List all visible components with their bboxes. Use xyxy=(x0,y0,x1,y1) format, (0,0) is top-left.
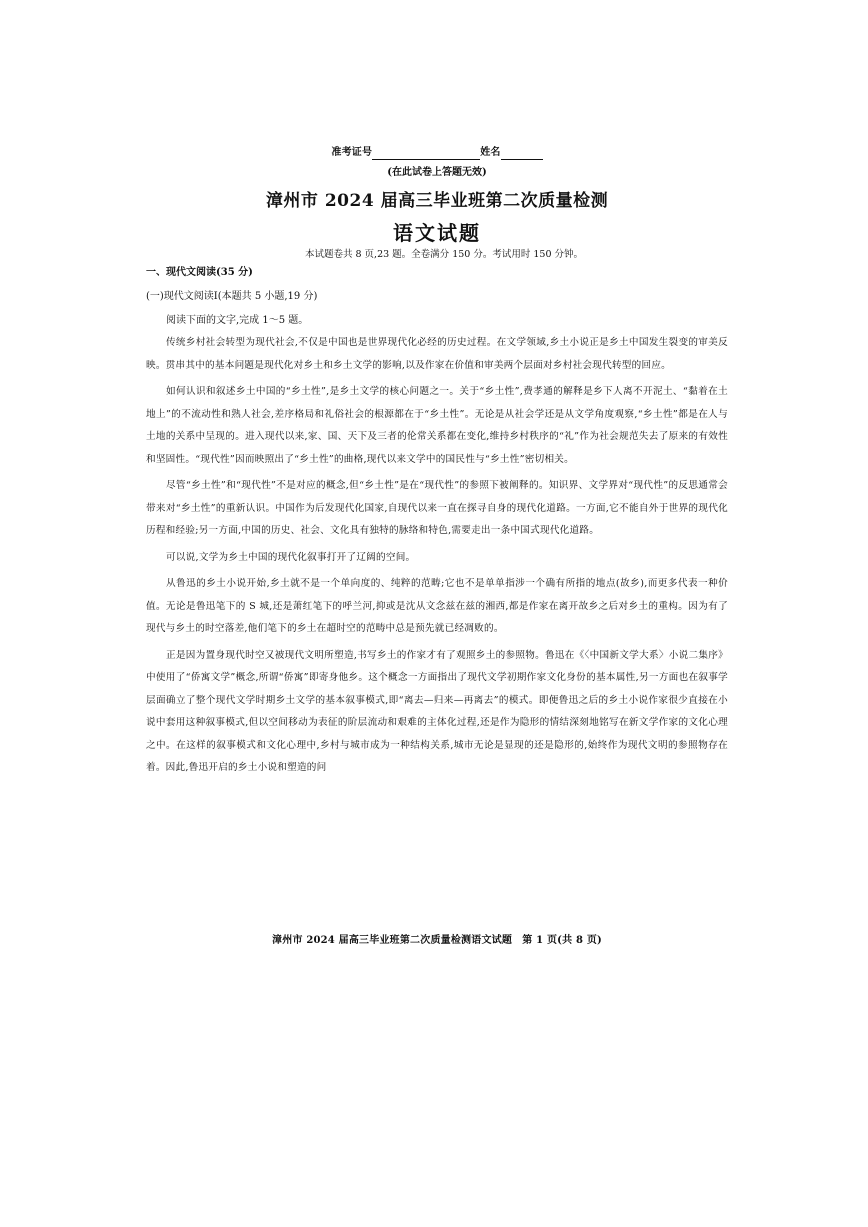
paragraph: 正是因为置身现代时空又被现代文明所塑造,书写乡土的作家才有了观照乡土的参照物。鲁迅在《〈中国新文学大系〉小说二集序》中使用了“侨寓文学”概念,所谓“侨寓”即寄身他乡。这个概念一方面指出了现代文学初期作家文化身份的基本属性,另一方面也在叙事学层面确立了整个现代文学时期乡土文学的基本叙事模式,即“离去—归来—再离去”的模式。即便鲁迅之后的乡土小说作家很少直接在小说中套用这种叙事模式,但以空间移动为表征的阶层流动和艰难的主体化过程,还是作为隐形的情结深刻地铭写在新文学作家的文化心理之中。在这样的叙事模式和文化心理中,乡村与城市成为一种结构关系,城市无论是显现的还是隐形的,始终作为现代文明的参照物存在着。因此,鲁迅开启的乡土小说和塑造的问 xyxy=(146,649,728,773)
paragraph: 传统乡村社会转型为现代社会,不仅是中国也是世界现代化必经的历史过程。在文学领域,乡土小说正是乡土中国发生裂变的审美反映。贯串其中的基本问题是现代化对乡土和乡土文学的影响,以及作家在价值和审美两个层面对乡村社会现代转型的回应。 xyxy=(146,337,728,371)
paragraph: 从鲁迅的乡土小说开始,乡土就不是一个单向度的、纯粹的范畴;它也不是单单指涉一个确有所指的地点(故乡),而更多代表一种价值。无论是鲁迅笔下的 S 城,还是萧红笔下的呼兰河,抑或是沈从文念兹在兹的湘西,都是作家在离开故乡之后对乡土的重构。因为有了现代与乡土的时空落差,他们笔下的乡土在超时空的范畴中总是预先就已经凋败的。 xyxy=(146,578,728,634)
page-footer: 漳州市 2024 届高三毕业班第二次质量检测语文试题 第 1 页(共 8 页) xyxy=(272,935,602,946)
candidate-number-label: 准考证号 xyxy=(331,147,373,158)
subsection-heading: (一)现代文阅读Ⅰ(本题共 5 小题,19 分) xyxy=(146,291,318,302)
section-heading: 一、现代文阅读(35 分) xyxy=(146,267,253,278)
name-label: 姓名 xyxy=(480,147,501,158)
paragraph: 如何认识和叙述乡土中国的“乡土性”,是乡土文学的核心问题之一。关于“乡土性”,费孝通的解释是乡下人离不开泥土、“黏着在土地上”的不流动性和熟人社会,差序格局和礼俗社会的根源都在于“乡土性”。无论是从社会学还是从文学角度观察,“乡土性”都是在人与土地的关系中呈现的。进入现代以来,家、国、天下及三者的伦常关系都在变化,维持乡村秩序的“礼”作为社会规范失去了原来的有效性和坚固性。“现代性”因而映照出了“乡土性”的曲格,现代以来文学中的国民性与“乡土性”密切相关。 xyxy=(146,386,728,465)
exam-instructions: 本试题卷共 8 页,23 题。全卷满分 150 分。考试用时 150 分钟。 xyxy=(304,249,584,260)
notice-text: (在此试卷上答题无效) xyxy=(387,167,487,178)
paragraph: 尽管“乡土性”和“现代性”不是对应的概念,但“乡土性”是在“现代性”的参照下被阐释的。知识界、文学界对“现代性”的反思通常会带来对“乡土性”的重新认识。中国作为后发现代化国家,自现代以来一直在探寻自身的现代化道路。一方面,它不能自外于世界的现代化历程和经验;另一方面,中国的历史、社会、文化具有独特的脉络和特色,需要走出一条中国式现代化道路。 xyxy=(146,480,728,536)
subject-title: 语文试题 xyxy=(393,221,481,245)
candidate-info-line xyxy=(146,146,728,160)
exam-page xyxy=(146,146,728,966)
exam-title: 漳州市 2024 届高三毕业班第二次质量检测 xyxy=(265,191,609,211)
candidate-number-blank xyxy=(372,149,480,160)
reading-instruction: 阅读下面的文字,完成 1～5 题。 xyxy=(166,315,309,326)
paragraph: 可以说,文学为乡土中国的现代化叙事打开了辽阔的空间。 xyxy=(166,551,416,563)
name-blank xyxy=(501,149,543,160)
